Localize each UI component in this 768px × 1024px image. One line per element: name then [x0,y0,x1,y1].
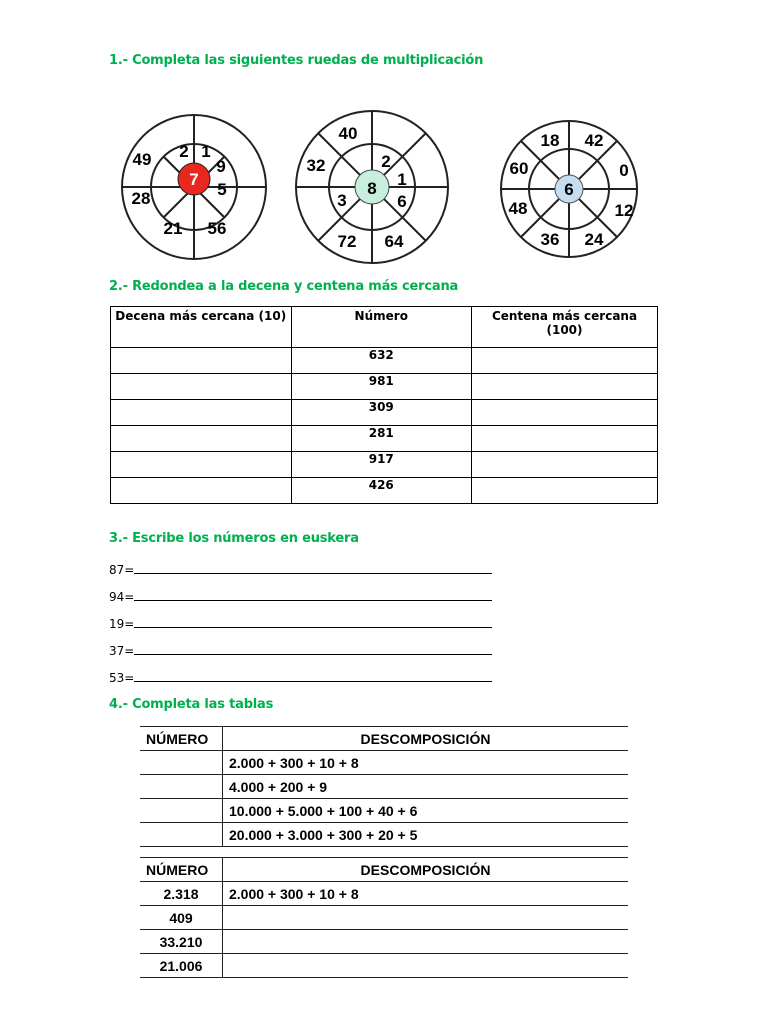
decomposition-table-2 [140,857,628,978]
euskera-line-label: 19= [109,617,135,631]
descomposicion-cell: 10.000 + 5.000 + 100 + 40 + 6 [223,799,629,823]
rounding-table [110,306,658,504]
euskera-line[interactable] [109,642,509,658]
descomposicion-cell: 2.000 + 300 + 10 + 8 [223,751,629,775]
wheel-3-outer-number: 12 [614,201,634,220]
numero-cell: 632 [291,348,472,374]
wheel-3-outer-number: 42 [584,131,604,150]
wheel-2 [296,111,448,263]
numero-answer-cell[interactable] [140,799,223,823]
descomposicion-answer-cell[interactable] [223,906,629,930]
table-row [140,882,628,906]
decena-answer-cell[interactable] [111,478,292,504]
section-1-title: 1.- Completa las siguientes ruedas de multiplicación [109,53,484,68]
wheel-2-outer-number: 32 [306,156,326,175]
numero-cell: 917 [291,452,472,478]
header-centena: Centena más cercana (100) [472,307,658,348]
decomposition-table-header-row [140,727,628,751]
centena-answer-cell[interactable] [472,426,658,452]
wheel-3-center: 6 [564,180,574,199]
centena-answer-cell[interactable] [472,348,658,374]
numero-cell: 426 [291,478,472,504]
table-row [140,930,628,954]
header-numero: NÚMERO [140,858,223,882]
table-row [111,452,658,478]
header-decena: Decena más cercana (10) [111,307,292,348]
decomposition-table-1 [140,726,628,847]
wheel-1-inner-number: 5 [217,180,227,199]
wheel-1-inner-number: 1 [201,142,211,161]
decena-answer-cell[interactable] [111,452,292,478]
header-numero: NÚMERO [140,727,223,751]
table-row [140,751,628,775]
numero-cell: 21.006 [140,954,223,978]
wheel-2-center: 8 [367,179,377,198]
decomposition-table-header-row [140,858,628,882]
answer-line[interactable] [134,669,492,682]
numero-cell: 981 [291,374,472,400]
numero-cell: 281 [291,426,472,452]
decena-answer-cell[interactable] [111,426,292,452]
answer-line[interactable] [134,588,492,601]
wheel-2-inner-number: 2 [381,152,391,171]
wheel-1-center: 7 [189,170,199,189]
wheel-3-outer-number: 36 [540,230,560,249]
numero-answer-cell[interactable] [140,823,223,847]
numero-cell: 309 [291,400,472,426]
euskera-line[interactable] [109,615,509,631]
wheel-2-outer-number: 64 [384,232,404,251]
table-row [140,906,628,930]
euskera-line-label: 94= [109,590,135,604]
wheel-1-outer-number: 49 [132,150,152,169]
table-row [111,426,658,452]
numero-answer-cell[interactable] [140,751,223,775]
wheel-3-outer-number: 24 [584,230,604,249]
answer-line[interactable] [134,615,492,628]
wheel-3 [501,121,637,257]
numero-cell: 33.210 [140,930,223,954]
numero-cell: 409 [140,906,223,930]
euskera-line[interactable] [109,669,509,685]
table-row [111,400,658,426]
euskera-line-label: 87= [109,563,135,577]
descomposicion-cell: 20.000 + 3.000 + 300 + 20 + 5 [223,823,629,847]
wheel-2-inner-number: 6 [397,192,407,211]
header-descomposicion: DESCOMPOSICIÓN [223,858,629,882]
wheel-3-outer-number: 48 [508,199,528,218]
answer-line[interactable] [134,561,492,574]
wheel-2-inner-number: 1 [397,170,407,189]
descomposicion-answer-cell[interactable] [223,954,629,978]
decena-answer-cell[interactable] [111,400,292,426]
descomposicion-cell: 4.000 + 200 + 9 [223,775,629,799]
wheel-3-outer-number: 60 [509,159,529,178]
section-4-title: 4.- Completa las tablas [109,697,274,712]
centena-answer-cell[interactable] [472,478,658,504]
euskera-line-label: 37= [109,644,135,658]
section-3-title: 3.- Escribe los números en euskera [109,531,359,546]
euskera-line-label: 53= [109,671,135,685]
table-row [140,823,628,847]
wheel-3-outer-number: 0 [619,161,629,180]
table-row [111,348,658,374]
euskera-line[interactable] [109,588,509,604]
wheel-3-outer-number: 18 [540,131,560,150]
decena-answer-cell[interactable] [111,348,292,374]
euskera-line[interactable] [109,561,509,577]
centena-answer-cell[interactable] [472,452,658,478]
answer-line[interactable] [134,642,492,655]
centena-answer-cell[interactable] [472,374,658,400]
wheel-2-outer-number: 40 [338,124,358,143]
table-row [140,775,628,799]
wheel-1-outer-number: 28 [131,189,151,208]
table-row [140,954,628,978]
descomposicion-answer-cell[interactable] [223,930,629,954]
numero-cell: 2.318 [140,882,223,906]
table-row [111,374,658,400]
multiplication-wheels [0,0,768,275]
header-descomposicion: DESCOMPOSICIÓN [223,727,629,751]
table-row [140,799,628,823]
wheel-2-outer-number: 72 [337,232,357,251]
rounding-table-header-row [111,307,658,348]
section-2-title: 2.- Redondea a la decena y centena más cercana [109,279,459,294]
wheel-1-outer-number: 21 [163,219,183,238]
wheel-1-outer-number: 56 [207,219,227,238]
header-numero: Número [291,307,472,348]
wheel-1-inner-number: 9 [216,157,226,176]
table-row [111,478,658,504]
numero-answer-cell[interactable] [140,775,223,799]
wheel-1-inner-number: 2 [179,142,189,161]
wheel-1 [122,115,266,259]
centena-answer-cell[interactable] [472,400,658,426]
wheel-2-inner-number: 3 [337,191,347,210]
decena-answer-cell[interactable] [111,374,292,400]
descomposicion-answer-cell[interactable]: 2.000 + 300 + 10 + 8 [223,882,629,906]
